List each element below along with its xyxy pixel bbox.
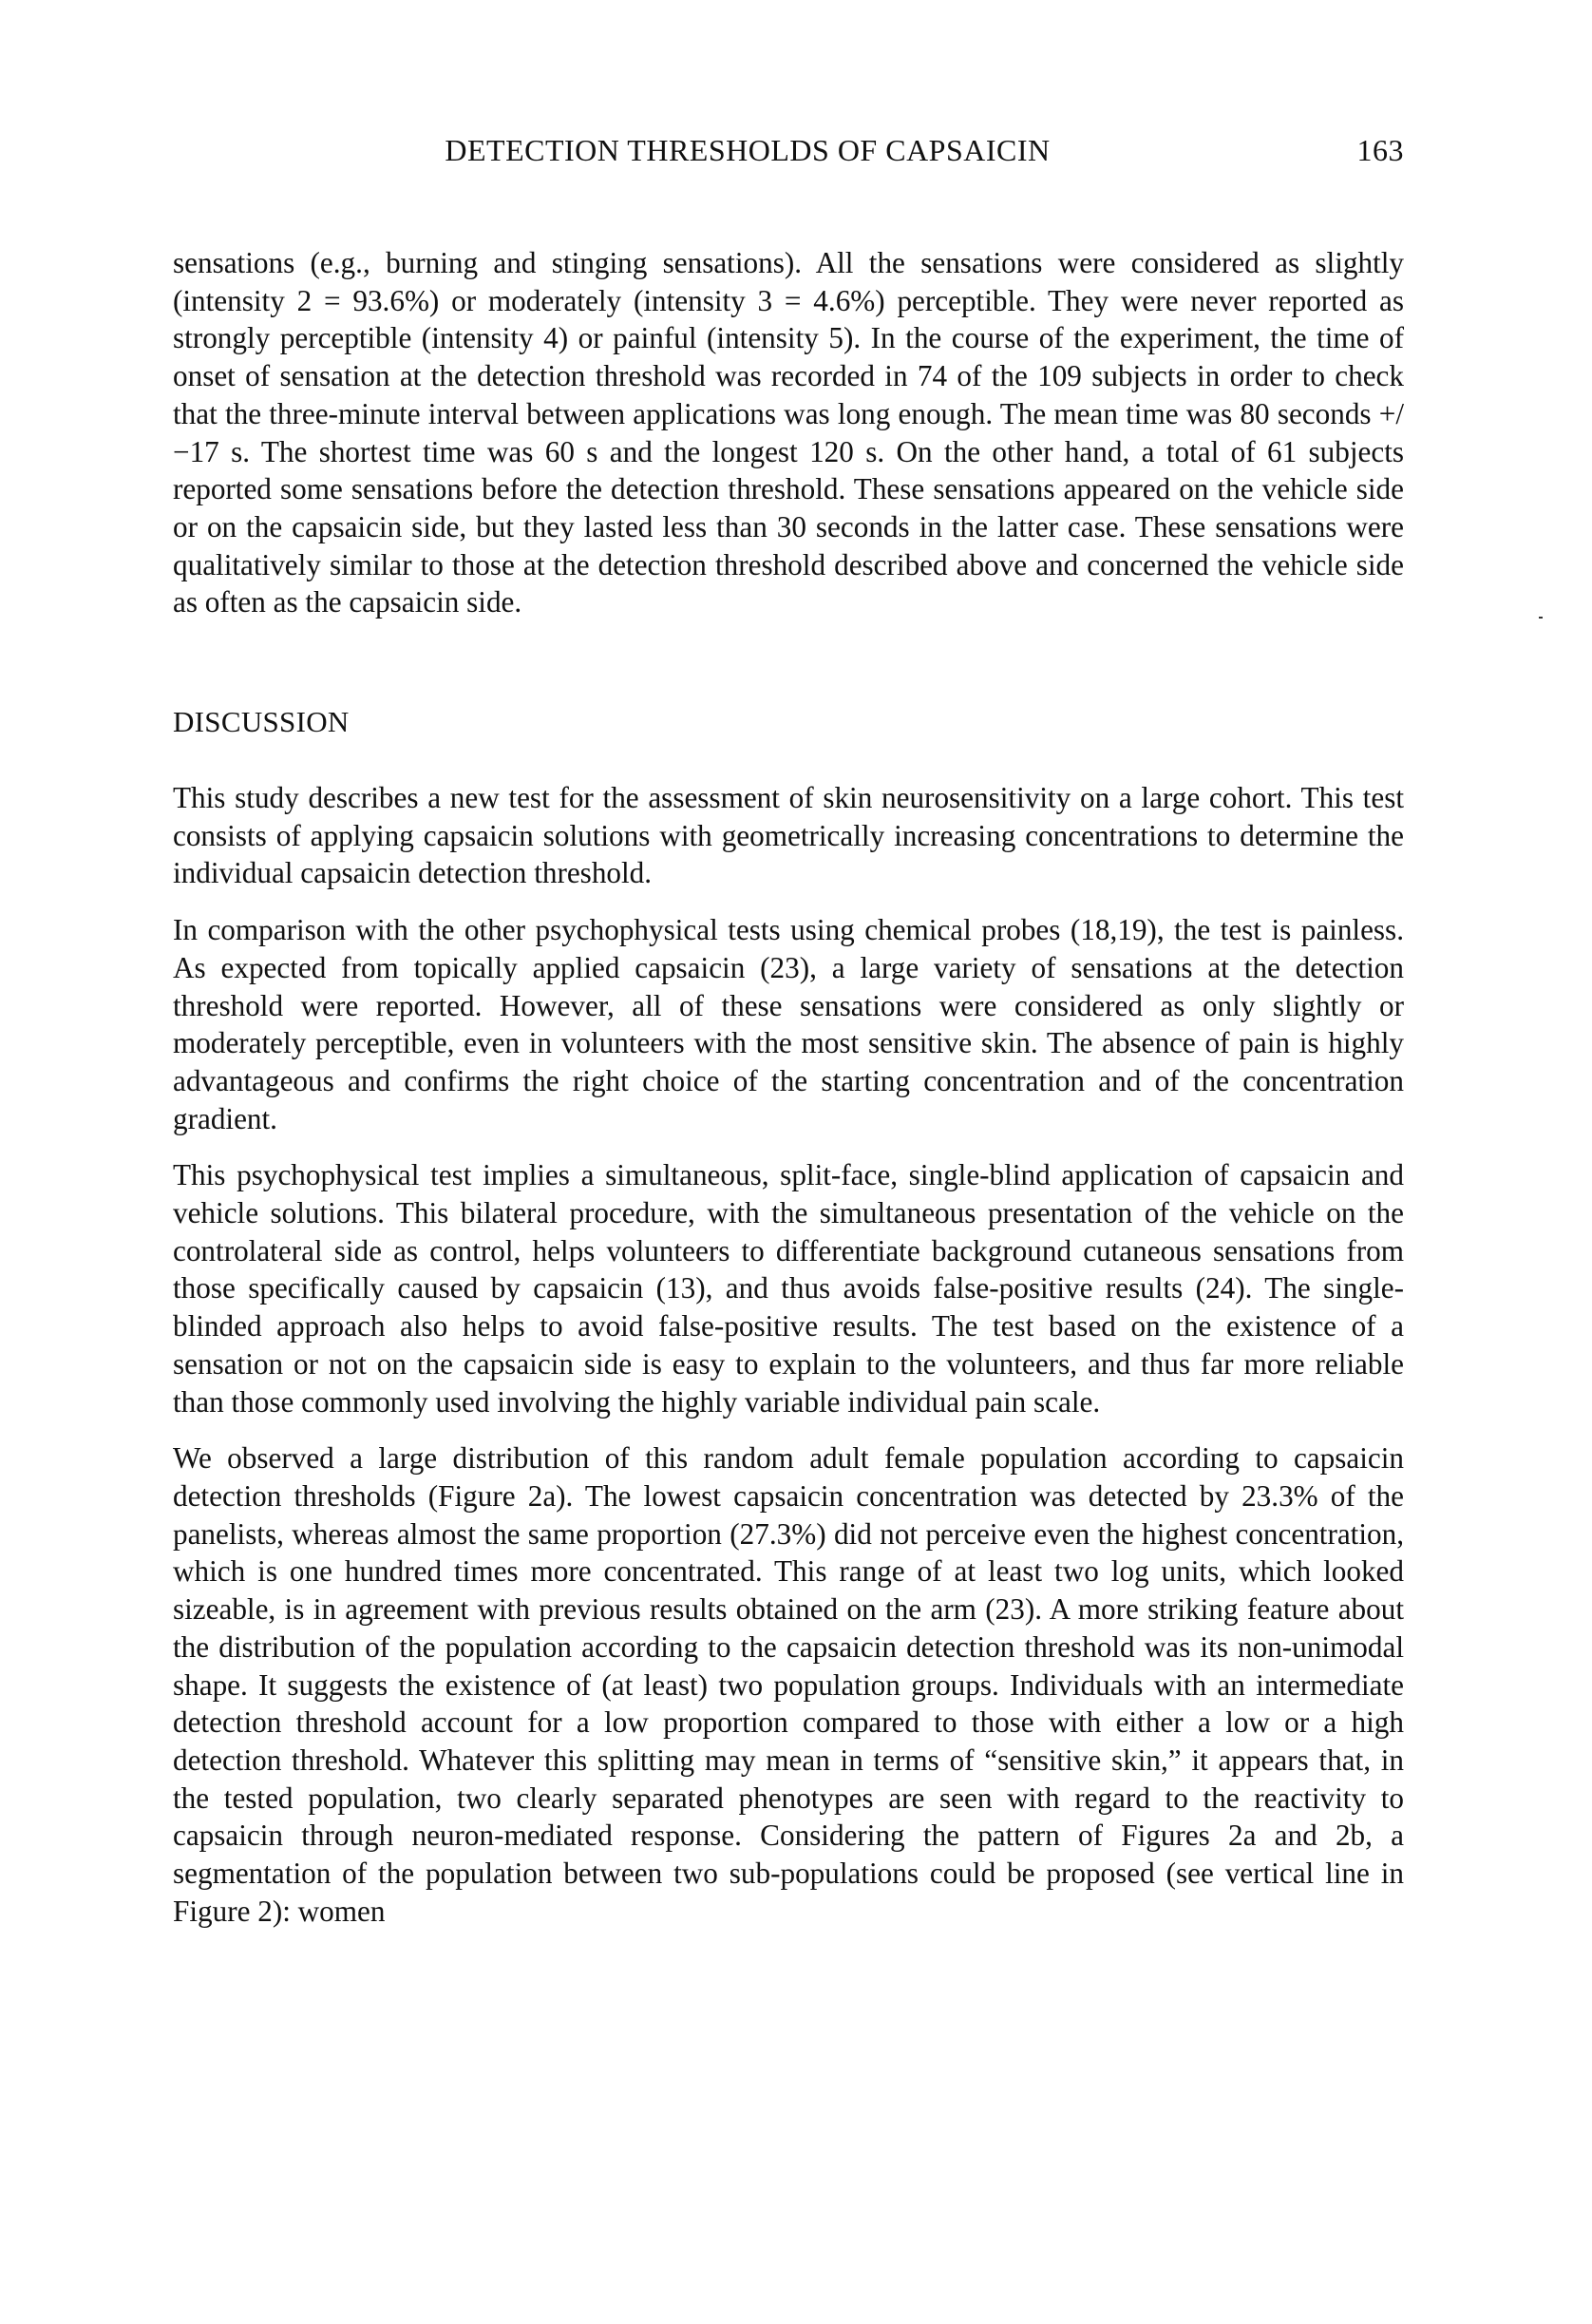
scan-speck [1539,617,1543,619]
running-title: DETECTION THRESHOLDS OF CAPSAICIN [445,133,1051,167]
page-number: 163 [1356,133,1404,167]
discussion-paragraph-1: This study describes a new test for the assessment of skin neurosensitivity on a large cohort. This test consists of applying capsaicin solutions with geometrically increasing concentrations to determine the individual capsaicin detection threshold. [173,781,1404,890]
results-continuation-paragraph: sensations (e.g., burning and stinging sensations). All the sensations were considered as slightly (intensity 2 = 93.6%) or moderately (intensity 3 = 4.6%) perceptible. They were never reported as strongly perceptible (intensity 4) or painful (intensity 5). In the course of the experiment, the time of onset of sensation at the detection threshold was recorded in 74 of the 109 subjects in order to check that the three-minute interval between applications was long enough. The mean time was 80 seconds +/−17 s. The shortest time was 60 s and the longest 120 s. On the other hand, a total of 61 subjects reported some sensations before the detection threshold. These sensations appeared on the vehicle side or on the capsaicin side, but they lasted less than 30 seconds in the latter case. These sensations were qualitatively similar to those at the detection threshold described above and concerned the vehicle side as often as the capsaicin side. [173,246,1404,619]
discussion-paragraph-3: This psychophysical test implies a simultaneous, split-face, single-blind application of capsaicin and vehicle solutions. This bilateral procedure, with the simultaneous presentation of the vehicle on the controlateral side as control, helps volunteers to differentiate background cutaneous sensations from those specifically caused by capsaicin (13), and thus avoids false-positive results (24). The single-blinded approach also helps to avoid false-positive results. The test based on the existence of a sensation or not on the capsaicin side is easy to explain to the volunteers, and thus far more reliable than those commonly used involving the highly variable individual pain scale. [173,1158,1404,1419]
body-text [173,244,1404,1930]
running-head [173,133,1404,171]
discussion-paragraph-2: In comparison with the other psychophysical tests using chemical probes (18,19), the test is painless. As expected from topically applied capsaicin (23), a large variety of sensations at the detection threshold were reported. However, all of these sensations were considered as only slightly or moderately perceptible, even in volunteers with the most sensitive skin. The absence of pain is highly advantageous and confirms the right choice of the starting concentration and of the concentration gradient. [173,913,1404,1135]
discussion-heading: DISCUSSION [173,705,350,739]
discussion-paragraph-4: We observed a large distribution of this random adult female population according to capsaicin detection thresholds (Figure 2a). The lowest capsaicin concentration was detected by 23.3% of the panelists, whereas almost the same proportion (27.3%) did not perceive even the highest concentration, which is one hundred times more concentrated. This range of at least two log units, which looked sizeable, is in agreement with previous results obtained on the arm (23). A more striking feature about the distribution of the population according to the capsaicin detection threshold was its non-unimodal shape. It suggests the existence of (at least) two population groups. Individuals with an intermediate detection threshold account for a low proportion compared to those with either a low or a high detection threshold. Whatever this splitting may mean in terms of “sensitive skin,” it appears that, in the tested population, two clearly separated phenotypes are seen with regard to the reactivity to capsaicin through neuron-mediated response. Considering the pattern of Figures 2a and 2b, a segmentation of the population between two sub-populations could be proposed (see vertical line in Figure 2): women [173,1441,1404,1928]
